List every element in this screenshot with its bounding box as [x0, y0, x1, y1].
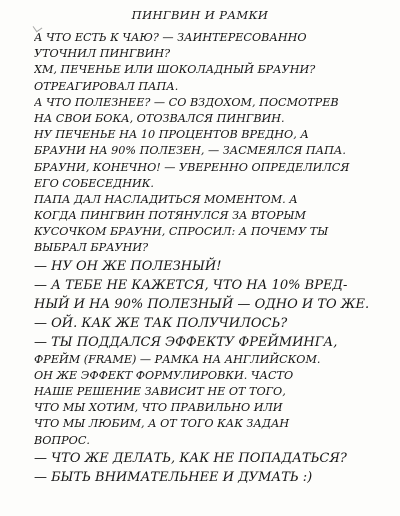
text-line: — ОЙ. КАК ЖЕ ТАК ПОЛУЧИЛОСЬ? [34, 315, 288, 331]
text-line: ВЫБРАЛ БРАУНИ? [34, 241, 149, 255]
text-line: ВОПРОС. [34, 433, 90, 447]
text-line: — БЫТЬ ВНИМАТЕЛЬНЕЕ И ДУМАТЬ :) [34, 469, 313, 485]
text-line: ЧТО МЫ ХОТИМ, ЧТО ПРАВИЛЬНО ИЛИ [34, 401, 283, 415]
text-line: БРАУНИ НА 90% ПОЛЕЗЕН, — ЗАСМЕЯЛСЯ ПАПА. [34, 144, 346, 158]
text-line: — ТЫ ПОДДАЛСЯ ЭФФЕКТУ ФРЕЙМИНГА, [34, 334, 338, 350]
text-line: — ЧТО ЖЕ ДЕЛАТЬ, КАК НЕ ПОПАДАТЬСЯ? [34, 450, 347, 466]
text-line: А ЧТО ЕСТЬ К ЧАЮ? — ЗАИНТЕРЕСОВАННО [34, 31, 307, 44]
text-line: НАШЕ РЕШЕНИЕ ЗАВИСИТ НЕ ОТ ТОГО, [34, 385, 286, 398]
text-line: ПАПА ДАЛ НАСЛАДИТЬСЯ МОМЕНТОМ. А [34, 192, 298, 206]
text-line: ХМ, ПЕЧЕНЬЕ ИЛИ ШОКОЛАДНЫЙ БРАУНИ? [34, 63, 316, 77]
text-line: НЫЙ И НА 90% ПОЛЕЗНЫЙ — ОДНО И ТО ЖЕ. [34, 296, 370, 312]
text-line: ЧТО МЫ ЛЮБИМ, А ОТ ТОГО КАК ЗАДАН [34, 417, 290, 431]
text-line: ФРЕЙМ (FRAME) — РАМКА НА АНГЛИЙСКОМ. [34, 352, 321, 366]
text-line: — А ТЕБЕ НЕ КАЖЕТСЯ, ЧТО НА 10% ВРЕД- [34, 277, 348, 293]
text-line: — НУ ОН ЖЕ ПОЛЕЗНЫЙ! [34, 258, 222, 274]
text-line: НА СВОИ БОКА, ОТОЗВАЛСЯ ПИНГВИН. [34, 111, 285, 125]
text-line: ЕГО СОБЕСЕДНИК. [34, 176, 154, 190]
text-line: УТОЧНИЛ ПИНГВИН? [34, 47, 171, 61]
story-text [34, 30, 384, 487]
text-line: ОН ЖЕ ЭФФЕКТ ФОРМУЛИРОВКИ. ЧАСТО [34, 368, 294, 382]
text-line: БРАУНИ, КОНЕЧНО! — УВЕРЕННО ОПРЕДЕЛИЛСЯ [34, 160, 350, 174]
text-line: КОГДА ПИНГВИН ПОТЯНУЛСЯ ЗА ВТОРЫМ [34, 209, 306, 223]
text-line: КУСОЧКОМ БРАУНИ, СПРОСИЛ: А ПОЧЕМУ ТЫ [34, 225, 329, 239]
text-line: А ЧТО ПОЛЕЗНЕЕ? — СО ВЗДОХОМ, ПОСМОТРЕВ [34, 95, 339, 109]
text-line: ОТРЕАГИРОВАЛ ПАПА. [34, 79, 179, 93]
page-title: ПИНГВИН И РАМКИ [131, 8, 269, 22]
text-line: НУ ПЕЧЕНЬЕ НА 10 ПРОЦЕНТОВ ВРЕДНО, А [34, 128, 309, 142]
